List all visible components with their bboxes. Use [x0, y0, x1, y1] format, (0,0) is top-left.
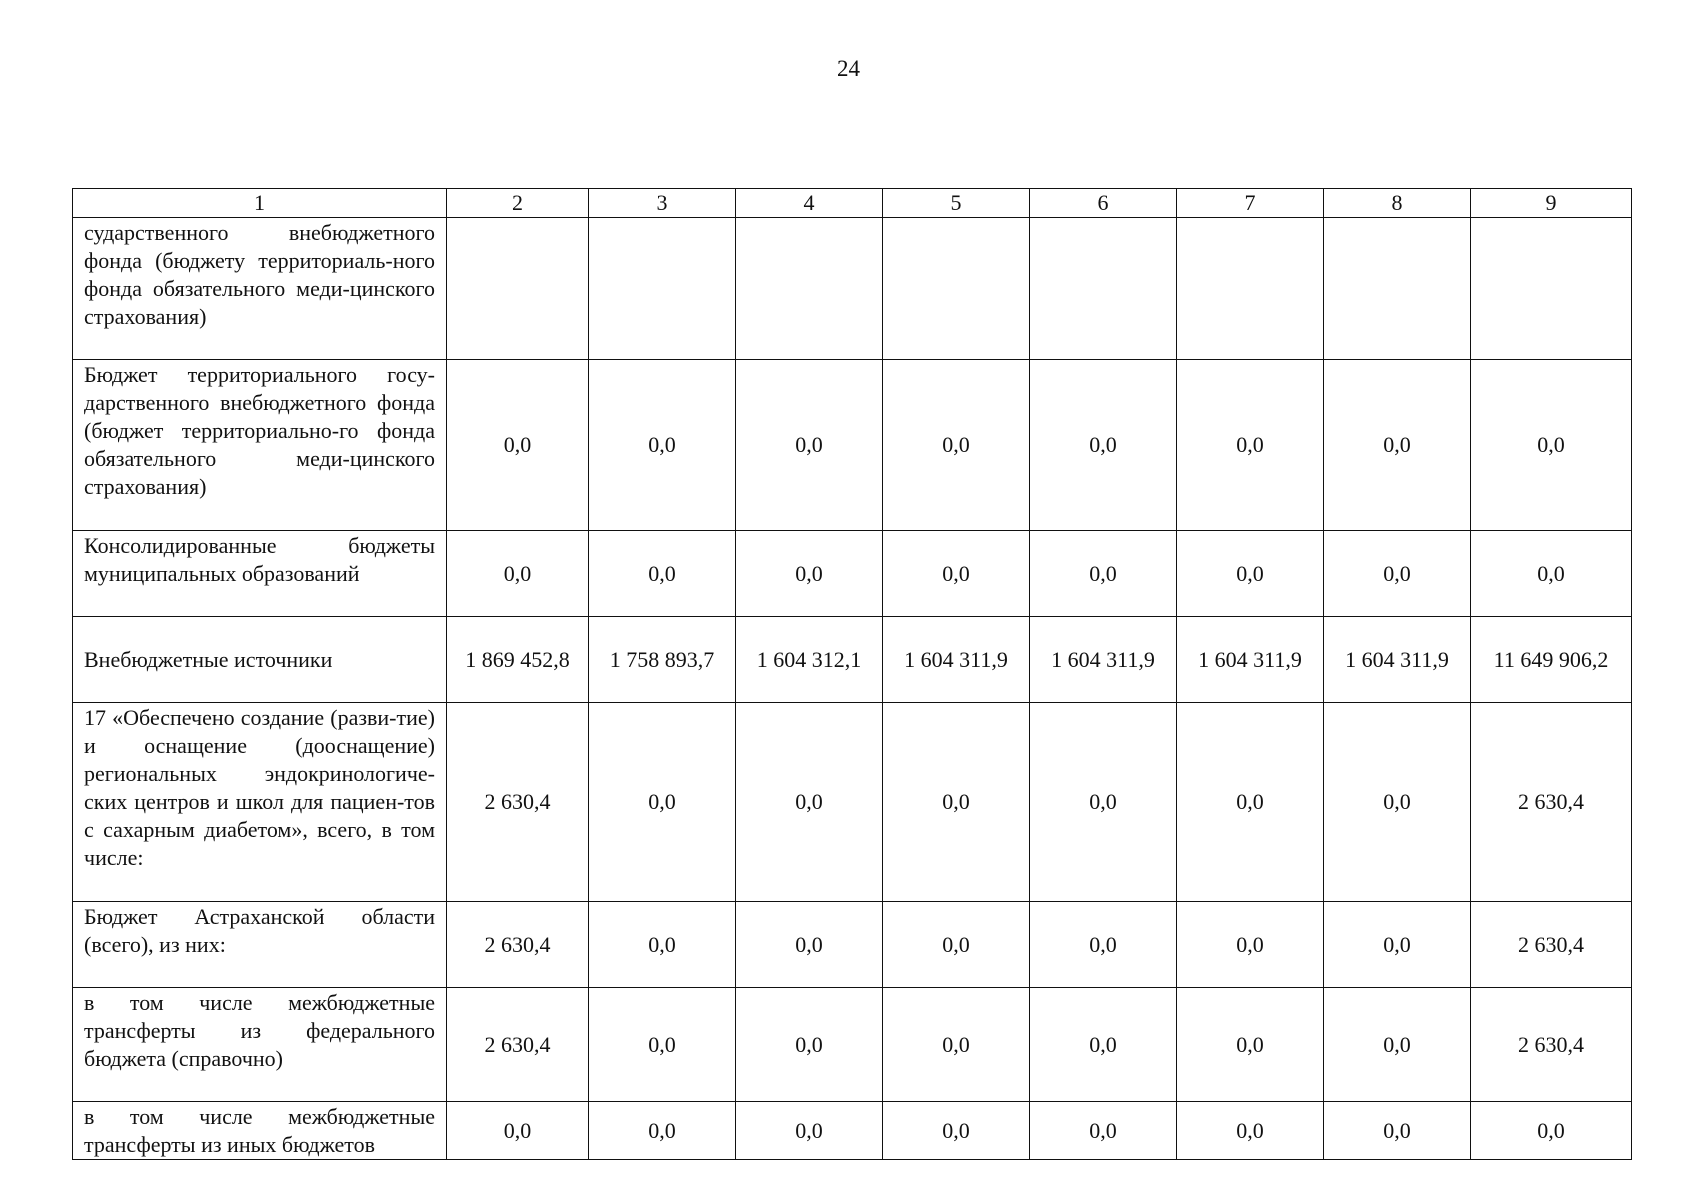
table-cell: 0,0: [1471, 1102, 1632, 1160]
table-row: [73, 902, 1632, 988]
table-cell: 0,0: [447, 531, 589, 617]
table-cell: 0,0: [736, 1102, 883, 1160]
table-cell: 1 604 312,1: [736, 617, 883, 703]
table-row: [73, 1102, 1632, 1160]
table-cell: 0,0: [589, 531, 736, 617]
budget-table: [72, 188, 1632, 1160]
table-cell: 1 604 311,9: [1324, 617, 1471, 703]
table-cell: [1471, 218, 1632, 360]
table-cell: [1324, 218, 1471, 360]
table-cell: [447, 218, 589, 360]
table-cell: 0,0: [589, 360, 736, 531]
table-cell: 0,0: [1177, 902, 1324, 988]
row-label: 17 «Обеспечено создание (разви-тие) и оснащение (дооснащение) региональных эндокринологиче-ских центров и школ для пациен-тов с сахарным диабетом», всего, в том числе:: [73, 703, 447, 902]
table-row: [73, 988, 1632, 1102]
table-row: [73, 617, 1632, 703]
table-cell: 0,0: [1030, 902, 1177, 988]
table-cell: 0,0: [883, 703, 1030, 902]
table-cell: 0,0: [1030, 703, 1177, 902]
table-cell: 0,0: [447, 360, 589, 531]
table-cell: [1177, 218, 1324, 360]
table-cell: 1 604 311,9: [1177, 617, 1324, 703]
table-cell: [589, 218, 736, 360]
table-cell: 0,0: [1030, 531, 1177, 617]
table-cell: 2 630,4: [1471, 902, 1632, 988]
row-label: Бюджет территориального госу-дарственного внебюджетного фонда (бюджет территориально-го фонда обязательного меди-цинского страхования): [73, 360, 447, 531]
table-cell: 0,0: [1177, 360, 1324, 531]
table-cell: 0,0: [589, 902, 736, 988]
table-cell: 2 630,4: [447, 988, 589, 1102]
table-cell: 0,0: [1177, 531, 1324, 617]
table-cell: 0,0: [589, 1102, 736, 1160]
column-header: 8: [1324, 189, 1471, 218]
table-cell: 0,0: [1030, 1102, 1177, 1160]
table-cell: 0,0: [736, 360, 883, 531]
table-cell: 0,0: [1471, 360, 1632, 531]
table-cell: 0,0: [589, 988, 736, 1102]
table-cell: 2 630,4: [1471, 703, 1632, 902]
table-cell: [736, 218, 883, 360]
table-cell: 0,0: [883, 902, 1030, 988]
table-cell: 0,0: [883, 531, 1030, 617]
table-cell: 1 604 311,9: [1030, 617, 1177, 703]
table-cell: 0,0: [1177, 988, 1324, 1102]
row-label: Консолидированные бюджеты муниципальных образований: [73, 531, 447, 617]
column-header: 1: [73, 189, 447, 218]
column-header: 5: [883, 189, 1030, 218]
table-row: [73, 360, 1632, 531]
table-cell: [1030, 218, 1177, 360]
table-cell: [883, 218, 1030, 360]
table-cell: 0,0: [1324, 531, 1471, 617]
row-label: Бюджет Астраханской области (всего), из них:: [73, 902, 447, 988]
table-cell: 1 758 893,7: [589, 617, 736, 703]
table-cell: 0,0: [1030, 360, 1177, 531]
column-header: 9: [1471, 189, 1632, 218]
table-row: [73, 531, 1632, 617]
table-cell: 0,0: [736, 902, 883, 988]
table-cell: 0,0: [736, 988, 883, 1102]
column-header: 3: [589, 189, 736, 218]
row-label: сударственного внебюджетного фонда (бюджету территориаль-ного фонда обязательного меди-цинского страхования): [73, 218, 447, 360]
table-cell: 2 630,4: [447, 703, 589, 902]
table-cell: 0,0: [589, 703, 736, 902]
table-header-row: [73, 189, 1632, 218]
table-cell: 0,0: [1324, 360, 1471, 531]
table-cell: 0,0: [1177, 703, 1324, 902]
table-cell: 0,0: [1177, 1102, 1324, 1160]
table-cell: 0,0: [736, 531, 883, 617]
table-cell: 0,0: [1324, 703, 1471, 902]
table-row: [73, 218, 1632, 360]
table-cell: 0,0: [736, 703, 883, 902]
table-cell: 0,0: [1324, 902, 1471, 988]
table-cell: 0,0: [447, 1102, 589, 1160]
table-cell: 0,0: [1030, 988, 1177, 1102]
table-cell: 0,0: [883, 988, 1030, 1102]
table-cell: 0,0: [1471, 531, 1632, 617]
table-cell: 11 649 906,2: [1471, 617, 1632, 703]
column-header: 4: [736, 189, 883, 218]
table-cell: 0,0: [1324, 1102, 1471, 1160]
table-cell: 1 604 311,9: [883, 617, 1030, 703]
table-cell: 2 630,4: [1471, 988, 1632, 1102]
table-row: [73, 703, 1632, 902]
row-label: в том числе межбюджетные трансферты из федерального бюджета (справочно): [73, 988, 447, 1102]
row-label: Внебюджетные источники: [73, 617, 447, 703]
row-label: в том числе межбюджетные трансферты из иных бюджетов: [73, 1102, 447, 1160]
table-cell: 2 630,4: [447, 902, 589, 988]
column-header: 7: [1177, 189, 1324, 218]
column-header: 6: [1030, 189, 1177, 218]
column-header: 2: [447, 189, 589, 218]
table-cell: 0,0: [1324, 988, 1471, 1102]
page-number: 24: [837, 56, 860, 81]
table-cell: 0,0: [883, 1102, 1030, 1160]
table-cell: 1 869 452,8: [447, 617, 589, 703]
table-cell: 0,0: [883, 360, 1030, 531]
